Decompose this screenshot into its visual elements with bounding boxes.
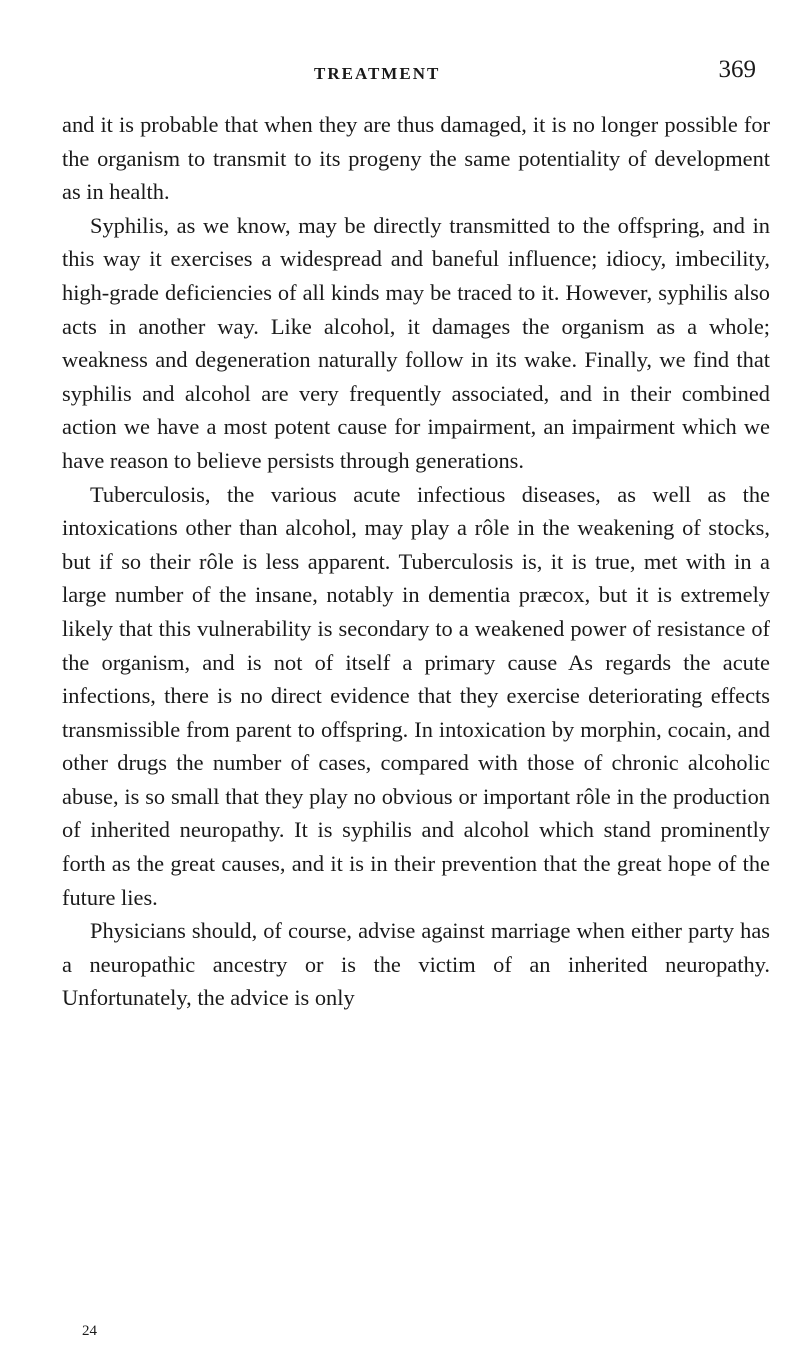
- book-page: [62, 0, 770, 1355]
- body-text: [62, 108, 770, 1015]
- paragraph-continued: and it is probable that when they are thus damaged, it is no longer possible for the organism to transmit to its progeny the same potentiality of development as in health.: [62, 112, 770, 205]
- running-head-title: TREATMENT: [314, 64, 441, 83]
- signature-mark: 24: [82, 1323, 97, 1339]
- paragraph-tuberculosis: Tuberculosis, the various acute infectious diseases, as well as the intoxications other than alcohol, may play a rôle in the weakening of stocks, but if so their rôle is less apparent. Tuberculosis is, it is true, met with in a large number of the insane, notably in dementia præcox, but it is extremely likely that this vulnerability is secondary to a weakened power of resistance of the organism, and is not of itself a primary cause As regards the acute infections, there is no direct evidence that they exercise deteriorating effects transmissible from parent to offspring. In intoxication by morphin, cocain, and other drugs the number of cases, compared with those of chronic alcoholic abuse, is so small that they play no obvious or important rôle in the production of inherited neuropathy. It is syphilis and alcohol which stand prominently forth as the great causes, and it is in their prevention that the great hope of the future lies.: [62, 481, 770, 910]
- paragraph-syphilis: Syphilis, as we know, may be directly transmitted to the offspring, and in this way it exercises a widespread and baneful influence; idiocy, imbecility, high-grade deficiencies of all kinds may be traced to it. However, syphilis also acts in another way. Like alcohol, it damages the organism as a whole; weakness and degeneration naturally follow in its wake. Finally, we find that syphilis and alcohol are very frequently associated, and in their combined action we have a most potent cause for impairment, an impairment which we have reason to believe persists through generations.: [62, 212, 770, 473]
- page-number: 369: [718, 56, 756, 83]
- paragraph-physicians: Physicians should, of course, advise against marriage when either party has a neuropathic ancestry or is the victim of an inherited neuropathy. Unfortunately, the advice is only: [62, 918, 770, 1011]
- running-head: [62, 56, 770, 96]
